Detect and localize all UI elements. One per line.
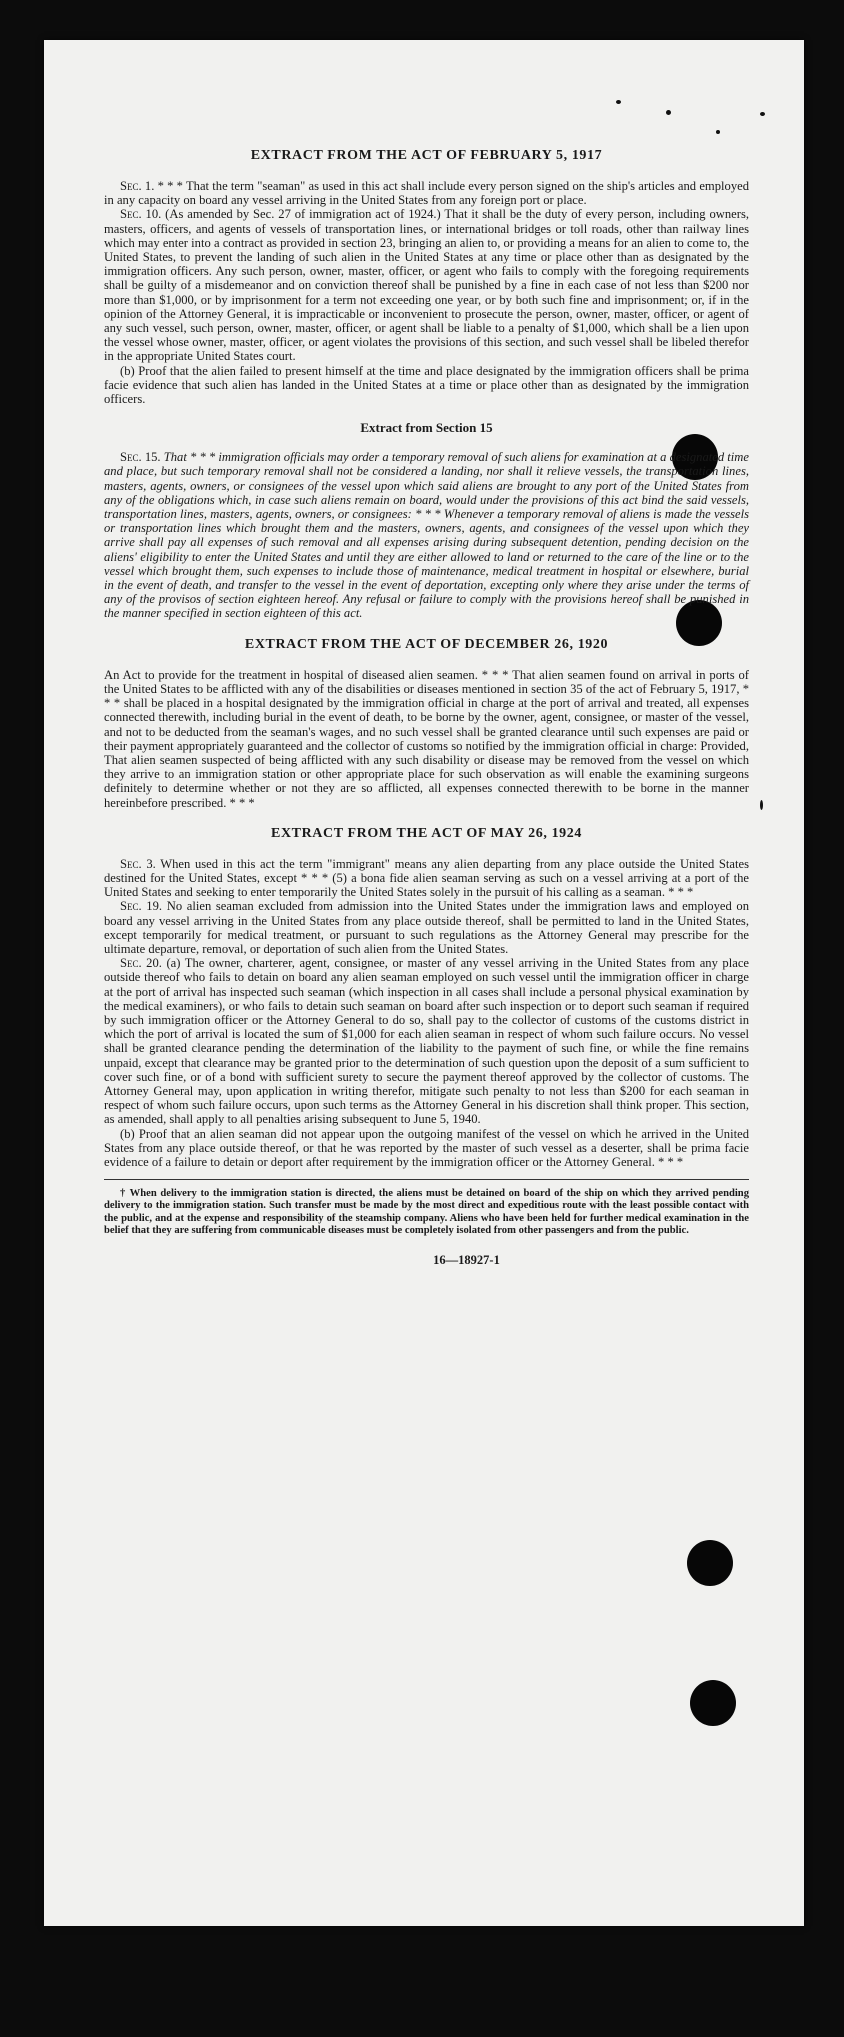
section-label: Sec. 10. (120, 207, 162, 222)
heading-section-15: Extract from Section 15 (360, 420, 493, 436)
section-text: That * * * immigration officials may order a temporary removal of such aliens for examination at a designated time and place, but such temporary removal shall not be considered a landing, nor shall it relieve vessels, the transportation lines, masters, agents, owners, or consignees of the vessel upon which said aliens are brought to any port of the United States from any of the obligations which, in case such aliens remain on board, would under the provisions of this act bind the said vessels, transportation lines, masters, agents, owners, or consignees: * * * Whenever a temporary removal of aliens is made the vessels or transportation lines which brought them and the masters, owners, agents, and consignees of the vessel upon which they arrive shall pay all expenses of such removal and all expenses arising during subsequent detention, pending decision on the aliens' eligibility to enter the United States and until they are either allowed to land or returned to the care of the line or to the vessel which brought them, such expenses to include those of maintenance, medical treatment in hospital or elsewhere, burial in the event of death, and transfer to the vessel in the event of deportation, excepting only where they arise under the terms of any of the provisos of section eighteen hereof. Any refusal or failure to comply with the provisions hereof shall be punished in the manner specified in section eighteen of this act. (104, 450, 749, 621)
section-20-b: (b) Proof that an alien seaman did not appear upon the outgoing manifest of the vessel on which he arrived in the United States from any place outside thereof, or that he was reported by the master of such vessel as a deserter, shall be prima facie evidence of a failure to detain or deport after requirement by the immigration officer or the Attorney General. * * * (104, 1126, 749, 1169)
section-label: Sec. 20. (120, 956, 162, 971)
heading-act-1924: EXTRACT FROM THE ACT OF MAY 26, 1924 (271, 825, 582, 841)
speck (666, 110, 671, 115)
section-3 (104, 857, 749, 900)
speck (760, 112, 765, 116)
footnote-divider (104, 1179, 749, 1180)
section-text: * * * That the term "seaman" as used in this act shall include every person signed on the ship's articles and employed in any capacity on board any vessel arriving in the United States from any foreign port or place. (104, 179, 749, 208)
section-20 (104, 956, 749, 1126)
form-number: 16—18927-1 (433, 1253, 500, 1267)
footnote: † When delivery to the immigration station is directed, the aliens must be detained on board of the ship on which they arrived pending delivery to the immigration station. Such transfer must be made by the most direct and expeditious route with the least possible contact with the public, and at the expense and responsibility of the steamship company. Aliens who have been held for further medical examination in the belief that they are suffering from communicable diseases must be completely isolated from other passengers and from the public. (104, 1188, 749, 1236)
speck (716, 130, 720, 134)
heading-act-1920: EXTRACT FROM THE ACT OF DECEMBER 26, 1920 (244, 636, 609, 652)
section-text: (As amended by Sec. 27 of immigration act of 1924.) That it shall be the duty of every person, including owners, masters, officers, and agents of vessels of transportation lines, or international bridges or toll roads, other than railway lines which may enter into a contract as provided in section 23, bringing an alien to, or providing a means for an alien to come to, the United States, to prevent the landing of such alien in the United States at any time or place other than as designated by the immigration officers. Any such person, owner, master, officer, or agent who fails to comply with the foregoing requirements shall be guilty of a misdemeanor and on conviction thereof shall be punished by a fine in each case of not less than $200 nor more than $1,000, or by imprisonment for a term not exceeding one year, or by both such fine and imprisonment; or, if in the opinion of the Attorney General, it is impracticable or inconvenient to prosecute the person, owner, master, officer, or agent of any such vessel, such person, owner, master, officer, or agent shall be liable to a penalty of $1,000, which shall be a lien upon the vessel whose owner, master, officer, or agent violates the provisions of this section, and such vessel shall be libeled therefor in the appropriate United States court. (104, 207, 749, 364)
act-1920-text: An Act to provide for the treatment in hospital of diseased alien seamen. * * * That alien seamen found on arrival in ports of the United States to be afflicted with any of the disabilities or diseases mentioned in section 35 of the act of February 5, 1917, * * * shall be placed in a hospital designated by the immigration official in charge at the port of arrival and treated, all expenses connected therewith, including burial in the event of death, to be borne by the owner, agent, consignee, or master of the vessel, and not to be deducted from the seaman's wages, and no such vessel shall be granted clearance until such expenses are paid or their payment appropriately guaranteed and the collector of customs so notified by the immigration official in charge: Provided, That alien seamen suspected of being afflicted with any such disability or disease may be removed from the vessel on which they arrive to an immigration station or other appropriate place for such observation as will enable the examining surgeons definitely to determine whether or not they are so afflicted, all expenses connected therewith to be borne in the manner hereinbefore prescribed. * * * (104, 667, 749, 810)
punch-hole-4 (690, 1680, 736, 1726)
section-19 (104, 899, 749, 956)
section-label: Sec. 1. (120, 179, 155, 193)
section-text: (a) The owner, charterer, agent, consignee, or master of any vessel arriving in the United States from any place outside thereof who fails to detain on board any alien seaman employed on such vessel until the immigration officer in charge at the port of arrival has inspected such seaman (which inspection in all cases shall include a personal physical examination by the medical examiners), or who fails to detain such seaman on board after such inspection or to deport such seaman if required by such immigration officer or the Attorney General to do so, shall pay to the collector of customs of the customs district in which the port of arrival is located the sum of $1,000 for each alien seaman in respect of whom such failure occurs. No vessel shall be granted clearance pending the determination of the liability to the payment of such fine, or while the fine remains unpaid, except that clearance may be granted prior to the determination of such question upon the deposit of a sum sufficient to cover such fine, or of a bond with sufficient surety to secure the payment thereof approved by the collector of customs. The Attorney General may, upon application in writing therefor, mitigate such penalty to not less than $200 for each seaman in respect of whom such failure occurs, upon such terms as the Attorney General in his discretion shall think proper. This section, as amended, shall apply to all penalties arising subsequent to June 5, 1940. (104, 956, 749, 1127)
speck (616, 100, 621, 104)
document-body (104, 148, 749, 1268)
section-text: When used in this act the term "immigrant" means any alien departing from any place outside the United States destined for the United States, except * * * (5) a bona fide alien seaman serving as such on a vessel arriving at a port of the United States and seeking to enter temporarily the United States solely in the pursuit of his calling as a seaman. * * * (104, 856, 750, 900)
section-text: No alien seaman excluded from admission into the United States under the immigration laws and employed on board any vessel arriving in the United States from any place outside thereof, shall be permitted to land in the United States, except temporarily for medical treatment, or pursuant to such regulations as the Attorney General may prescribe for the ultimate departure, removal, or deportation of such alien from the United States. (104, 899, 749, 956)
punch-hole-3 (687, 1540, 733, 1586)
section-label: Sec. 3. (120, 856, 156, 871)
section-label: Sec. 15. (120, 450, 161, 465)
section-10-b: (b) Proof that the alien failed to present himself at the time and place designated by the immigration officers shall be prima facie evidence that such alien has landed in the United States at a time or place other than as designated by the immigration officers. (104, 363, 749, 407)
document-page (44, 40, 804, 1926)
heading-act-1917: EXTRACT FROM THE ACT OF FEBRUARY 5, 1917 (250, 148, 603, 163)
section-label: Sec. 19. (120, 899, 163, 914)
section-15 (104, 450, 749, 620)
section-10 (104, 207, 749, 363)
speck (760, 800, 763, 810)
section-1 (104, 179, 749, 207)
